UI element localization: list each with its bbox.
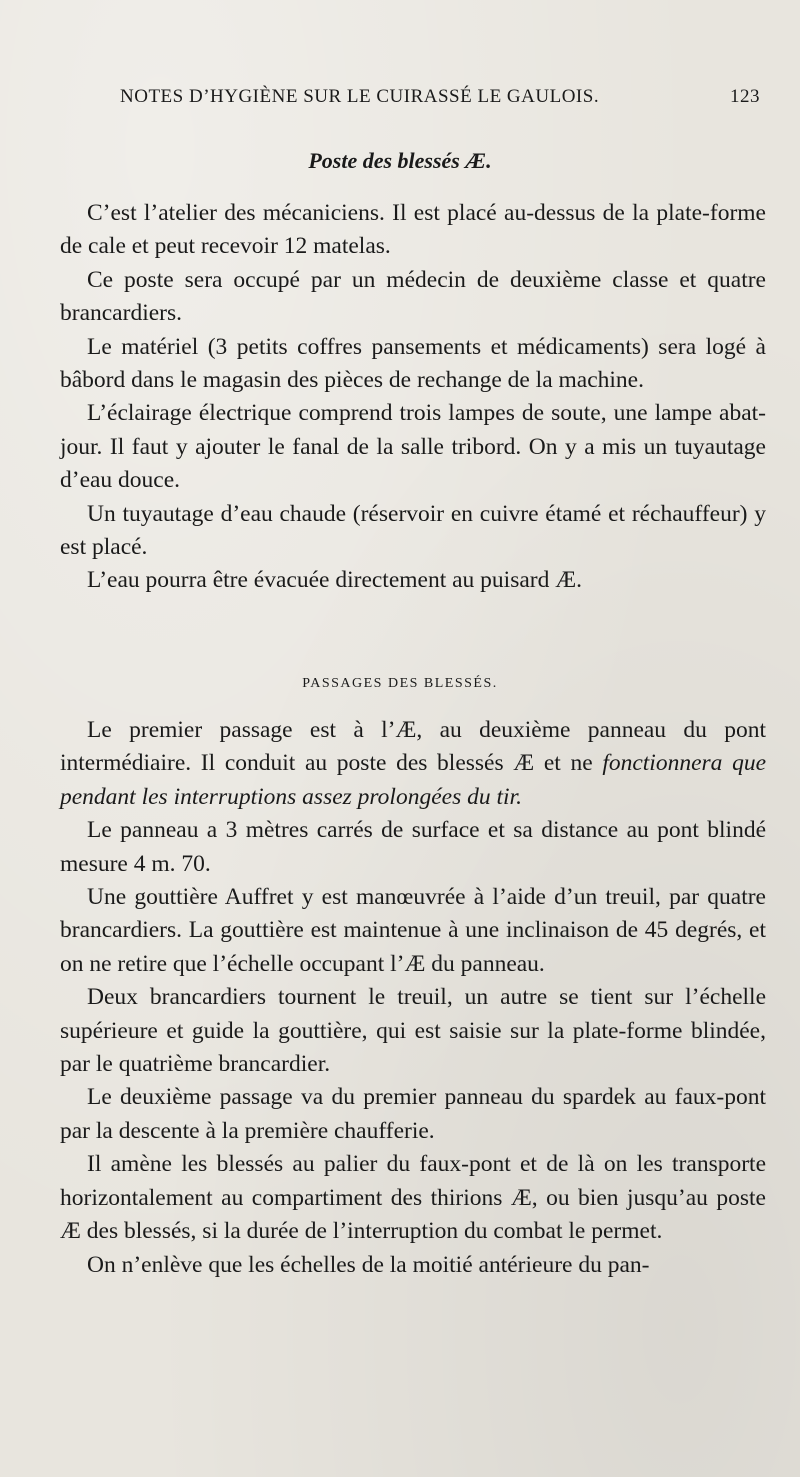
page-number: 123 — [730, 86, 760, 107]
paragraph: Il amène les blessés au palier du faux-pont et de là on les transporte horizontalement au compartiment des thirions Æ, ou bien jusqu’au poste Æ des blessés, si la durée de l’interruption du combat le permet. — [60, 1151, 766, 1245]
page-header — [120, 86, 760, 116]
paragraph: Le matériel (3 petits coffres pansements et médicaments) sera logé à bâbord dans le magasin des pièces de rechange de la machine. — [60, 333, 766, 394]
paragraph: L’eau pourra être évacuée directement au puisard Æ. — [87, 567, 583, 594]
paragraph: Le panneau a 3 mètres carrés de surface et sa distance au pont blindé mesure 4 m. 70. — [60, 817, 766, 877]
paragraph: Le deuxième passage va du premier panneau du spardek au faux-pont par la descente à la première chaufferie. — [60, 1084, 766, 1144]
subheading: PASSAGES DES BLESSÉS. — [302, 676, 498, 691]
section-body — [60, 197, 766, 598]
paragraph: Un tuyautage d’eau chaude (réservoir en cuivre étamé et réchauffeur) y est placé. — [60, 500, 766, 561]
passages-body — [60, 714, 766, 1282]
paragraph: Deux brancardiers tournent le treuil, un autre se tient sur l’échelle supérieure et guide la gouttière, qui est saisie sur la plate-forme blindée, par le quatrième brancardier. — [60, 984, 766, 1078]
paragraph: C’est l’atelier des mécaniciens. Il est placé au-dessus de la plate-forme de cale et peut recevoir 12 matelas. — [60, 200, 766, 260]
paragraph: Une gouttière Auffret y est manœuvrée à l’aide d’un treuil, par quatre brancardiers. La gouttière est maintenue à une inclinaison de 45 degrés, et on ne retire que l’échelle occupant l’Æ du panneau. — [60, 884, 766, 977]
paragraph-italic-text: fonctionnera que pendant les interruptions assez prolongées du tir. — [60, 750, 766, 810]
paragraph: On n’enlève que les échelles de la moitié antérieure du pan- — [87, 1251, 650, 1278]
running-title: NOTES D’HYGIÈNE SUR LE CUIRASSÉ LE GAULOIS. — [120, 86, 600, 107]
paragraph — [60, 714, 766, 814]
section-title: Poste des blessés Æ. — [308, 148, 492, 173]
paragraph-text: Le premier passage est à l’Æ, au deuxième panneau du pont intermédiaire. Il conduit au poste des blessés Æ et ne — [60, 717, 766, 777]
paragraph: Ce poste sera occupé par un médecin de deuxième classe et quatre brancardiers. — [60, 266, 766, 327]
paragraph: L’éclairage électrique comprend trois lampes de soute, une lampe abat-jour. Il faut y ajouter le fanal de la salle tribord. On y a mis un tuyautage d’eau douce. — [60, 400, 766, 494]
